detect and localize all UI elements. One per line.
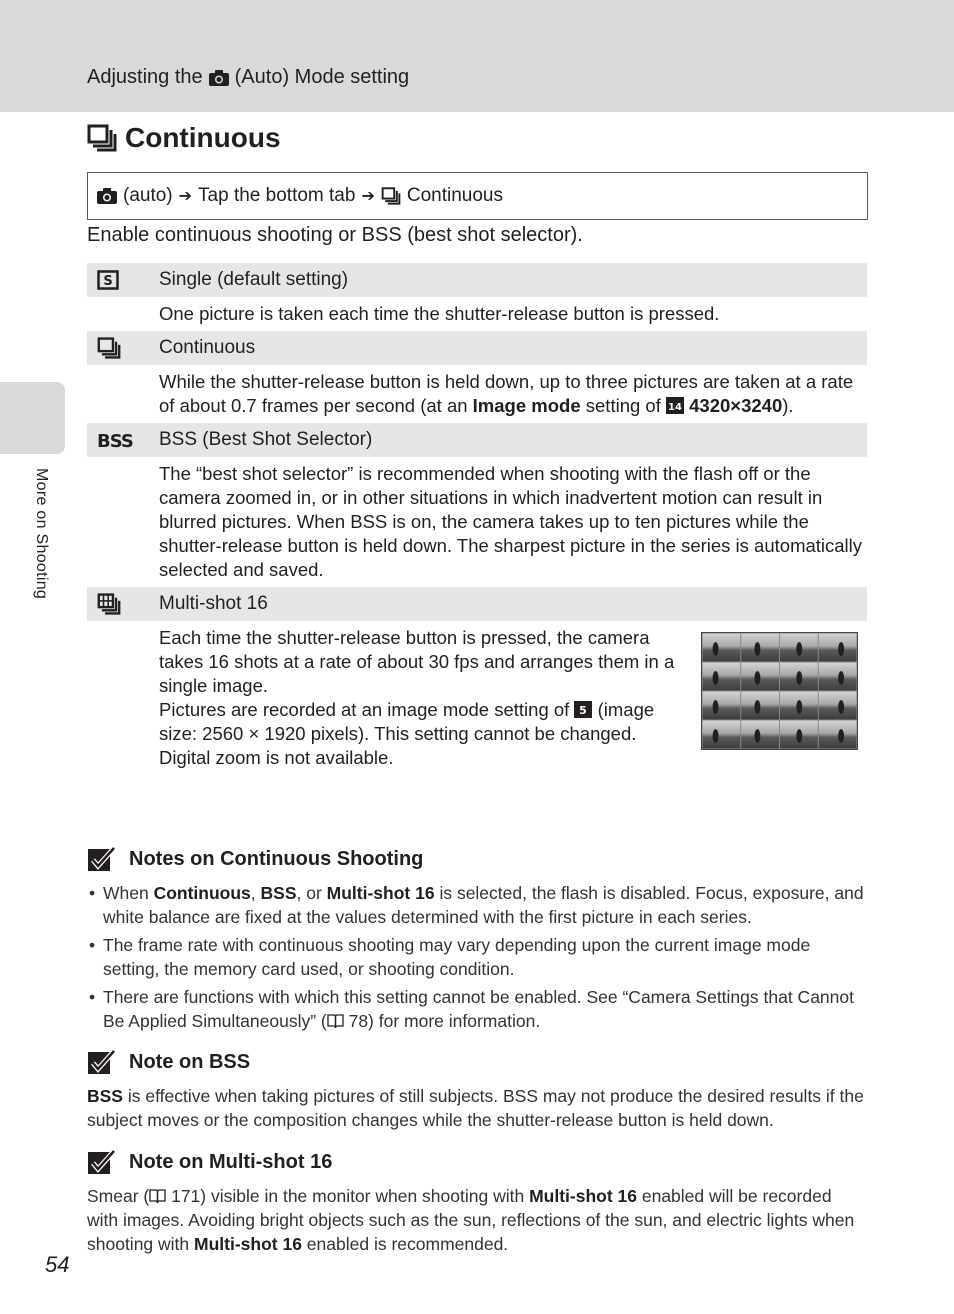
section-side-tab bbox=[0, 382, 65, 454]
note-text bbox=[87, 1084, 867, 1132]
note-heading bbox=[87, 1148, 867, 1176]
bullet-bold: Multi-shot 16 bbox=[326, 883, 435, 903]
note-bss-section bbox=[87, 1048, 867, 1132]
sample-frame-subject bbox=[754, 729, 760, 743]
bss-icon bbox=[97, 430, 133, 452]
book-reference-icon bbox=[327, 1013, 344, 1029]
note-bold: Multi-shot 16 bbox=[194, 1234, 302, 1254]
desc-text: ). bbox=[782, 395, 794, 416]
sample-frame-subject bbox=[796, 642, 802, 656]
sample-frame-subject bbox=[796, 729, 802, 743]
sample-frame-subject bbox=[754, 700, 760, 714]
bullet-bold: BSS bbox=[260, 883, 297, 903]
bullet-text: There are functions with which this setting cannot be enabled. See “Camera Settings that Cannot Be Applied Simultaneously” ( bbox=[103, 987, 854, 1031]
camera-icon bbox=[97, 187, 117, 205]
option-label: Multi-shot 16 bbox=[159, 593, 268, 614]
sample-frame-subject bbox=[754, 671, 760, 685]
path-step-auto: (auto) bbox=[123, 185, 173, 206]
bullet-text: , or bbox=[296, 883, 327, 903]
sample-frame bbox=[819, 720, 857, 748]
header-title-suffix: (Auto) Mode setting bbox=[234, 66, 410, 88]
sample-frame bbox=[702, 720, 740, 748]
svg-text:5: 5 bbox=[579, 704, 588, 717]
sample-frame-subject bbox=[838, 671, 844, 685]
notes-continuous-section bbox=[87, 845, 867, 1037]
note-text bbox=[87, 1184, 867, 1256]
check-note-icon bbox=[87, 845, 117, 873]
bullet-bold: Continuous bbox=[153, 883, 251, 903]
continuous-icon bbox=[381, 187, 401, 205]
menu-path-box bbox=[87, 172, 868, 220]
sample-frame-subject bbox=[838, 700, 844, 714]
arrow-right-icon: ➔ bbox=[178, 188, 193, 205]
camera-icon bbox=[209, 70, 229, 86]
sample-frame-subject bbox=[838, 729, 844, 743]
sample-frame-subject bbox=[796, 700, 802, 714]
desc-bold: Image mode bbox=[472, 395, 581, 416]
sample-frame bbox=[702, 633, 740, 661]
sample-frame-subject bbox=[713, 642, 719, 656]
sample-frame bbox=[819, 691, 857, 719]
sample-frame-subject bbox=[796, 671, 802, 685]
sample-frame-subject bbox=[754, 642, 760, 656]
bullet-text: 78) for more information. bbox=[343, 1011, 541, 1031]
sample-frame-subject bbox=[838, 642, 844, 656]
options-table bbox=[87, 263, 867, 775]
desc-text bbox=[159, 698, 679, 746]
note-bold: Multi-shot 16 bbox=[529, 1186, 637, 1206]
arrow-right-icon: ➔ bbox=[361, 188, 375, 205]
page-number: 54 bbox=[45, 1252, 70, 1277]
note-title: Note on Multi-shot 16 bbox=[129, 1150, 333, 1173]
bullet-text: When bbox=[103, 883, 154, 903]
note-bullet: • The frame rate with continuous shooting may vary depending upon the current image mode setting, the memory card used, or shooting condition. bbox=[87, 933, 867, 981]
note-text-span: 171) visible in the monitor when shooting with bbox=[166, 1186, 530, 1206]
multi-shot-sample-image bbox=[701, 632, 858, 750]
check-note-icon bbox=[87, 1148, 117, 1176]
note-bullet bbox=[87, 985, 867, 1033]
side-tab-label: More on Shooting bbox=[33, 468, 50, 600]
svg-text:BSS: BSS bbox=[97, 431, 133, 452]
option-label: BSS (Best Shot Selector) bbox=[159, 429, 373, 450]
note-text-span: enabled is recommended. bbox=[301, 1234, 509, 1254]
option-row-bss bbox=[87, 423, 867, 457]
sample-frame-subject bbox=[713, 671, 719, 685]
sample-frame-subject bbox=[713, 729, 719, 743]
header-title-prefix: Adjusting the bbox=[87, 66, 203, 88]
image-mode-5m-icon bbox=[574, 701, 592, 718]
desc-text: (image size: 2560 × 1920 pixels). This setting cannot be changed. bbox=[159, 699, 655, 744]
page-title-text: Continuous bbox=[125, 122, 281, 153]
option-label: Single (default setting) bbox=[159, 269, 349, 290]
desc-text: Digital zoom is not available. bbox=[159, 747, 394, 768]
sample-frame bbox=[819, 633, 857, 661]
header-title bbox=[87, 66, 409, 89]
intro-text: Enable continuous shooting or BSS (best shot selector). bbox=[87, 224, 583, 246]
note-multi-shot-section bbox=[87, 1148, 867, 1256]
note-text-span: enabled will be recorded with images. Avoiding bright objects such as the sun, reflections of the sun, and electric lights when shooting with bbox=[87, 1186, 855, 1254]
svg-text:S: S bbox=[103, 274, 113, 289]
bullet-text: is selected, the flash is disabled. Focus, exposure, and white balance are fixed at the values determined with the first picture in each series. bbox=[103, 883, 864, 927]
desc-text: While the shutter-release button is held down, up to three pictures are taken at a rate of about 0.7 frames per second (at an bbox=[159, 371, 854, 416]
option-desc: The “best shot selector” is recommended when shooting with the flash off or the camera zoomed in, or in other situations in which inadvertent motion can result in blurred pictures. When BSS is on, the camera takes up to ten pictures while the shutter-release button is held down. The sharpest picture in the series is automatically selected and saved. bbox=[159, 463, 863, 580]
note-text-span: Smear ( bbox=[87, 1186, 150, 1206]
desc-text: Each time the shutter-release button is pressed, the camera takes 16 shots at a rate of about 30 fps and arranges them in a single image. bbox=[159, 627, 675, 696]
note-bold: BSS bbox=[87, 1086, 123, 1106]
check-note-icon bbox=[87, 1048, 117, 1076]
sample-frame-subject bbox=[713, 700, 719, 714]
continuous-icon bbox=[97, 337, 121, 359]
note-heading bbox=[87, 845, 867, 873]
multi-shot-icon bbox=[97, 593, 121, 615]
note-text-span: is effective when taking pictures of still subjects. BSS may not produce the desired results if the subject moves or the composition changes while the shutter-release button is held down. bbox=[87, 1086, 864, 1130]
sample-frame bbox=[819, 662, 857, 690]
header-band bbox=[0, 0, 954, 112]
path-step-tab: Tap the bottom tab bbox=[198, 185, 356, 206]
option-row-single bbox=[87, 263, 867, 297]
desc-bold: 4320×3240 bbox=[689, 395, 783, 416]
sample-frame bbox=[702, 691, 740, 719]
option-desc: One picture is taken each time the shutter-release button is pressed. bbox=[159, 303, 720, 324]
sample-frame bbox=[702, 662, 740, 690]
option-desc bbox=[87, 365, 867, 423]
svg-text:14: 14 bbox=[668, 402, 682, 413]
note-heading bbox=[87, 1048, 867, 1076]
single-icon bbox=[97, 270, 119, 290]
note-title: Notes on Continuous Shooting bbox=[129, 847, 424, 870]
bullet-text: , bbox=[250, 883, 261, 903]
desc-text: Pictures are recorded at an image mode setting of bbox=[159, 699, 575, 720]
option-row-continuous bbox=[87, 331, 867, 365]
note-bullet bbox=[87, 881, 867, 929]
path-step-continuous: Continuous bbox=[406, 185, 503, 206]
continuous-icon bbox=[87, 124, 117, 152]
desc-text: setting of bbox=[580, 395, 666, 416]
image-mode-14m-icon bbox=[666, 397, 684, 414]
page-title bbox=[87, 122, 281, 154]
option-label: Continuous bbox=[159, 337, 256, 358]
option-row-multi-shot bbox=[87, 587, 867, 621]
book-reference-icon bbox=[149, 1188, 166, 1204]
note-title: Note on BSS bbox=[129, 1050, 251, 1073]
